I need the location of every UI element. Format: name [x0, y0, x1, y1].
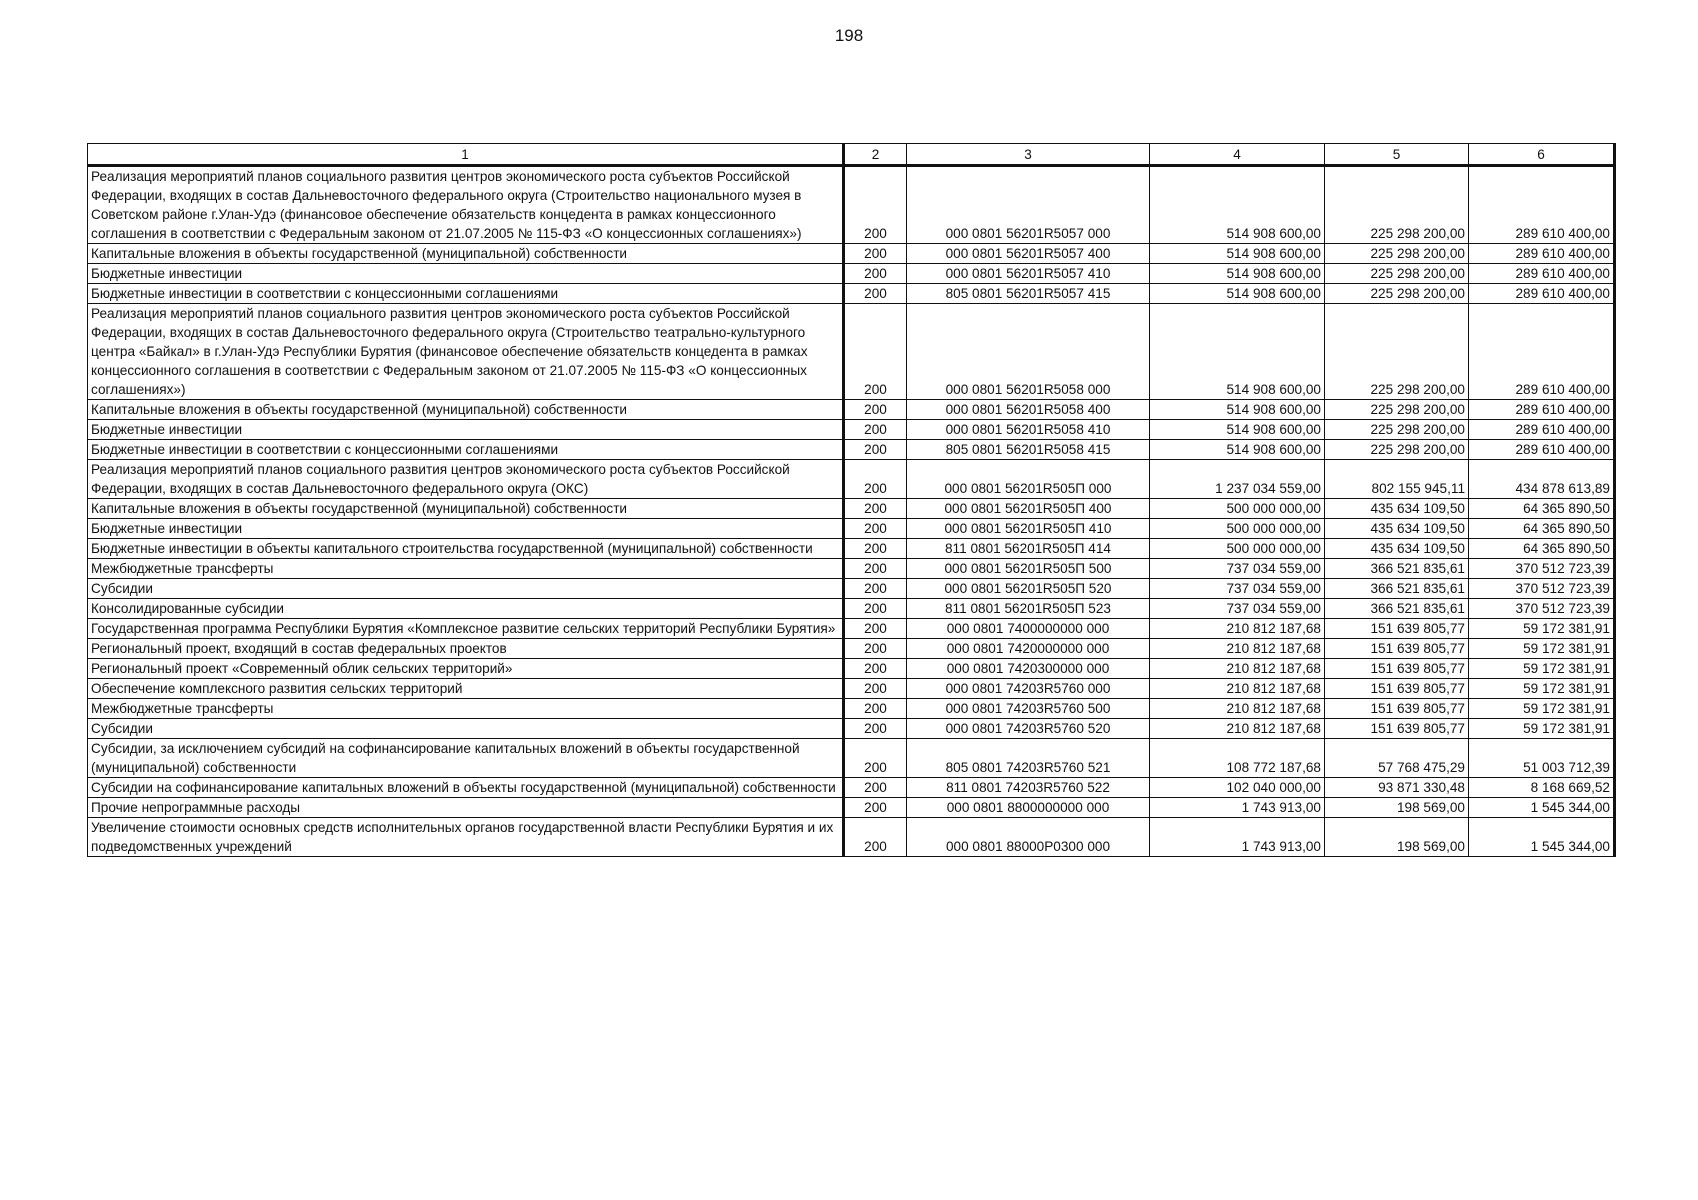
row-col-2: 200: [844, 539, 907, 559]
table-body: [88, 166, 1615, 857]
row-col-2: 200: [844, 244, 907, 264]
row-code: 000 0801 56201R5057 410: [907, 264, 1150, 284]
row-col-2: 200: [844, 639, 907, 659]
row-value-4: 500 000 000,00: [1150, 499, 1325, 519]
row-value-5: 151 639 805,77: [1325, 659, 1469, 679]
row-value-6: 64 365 890,50: [1469, 539, 1615, 559]
row-name: Государственная программа Республики Бурятия «Комплексное развитие сельских территорий Республики Бурятия»: [88, 619, 844, 639]
row-code: 000 0801 56201R505П 410: [907, 519, 1150, 539]
row-name: Реализация мероприятий планов социального развития центров экономического роста субъектов Российской Федерации, входящих в состав Дальневосточного федерального округа (Строительство национального музея в Советском районе г.Улан-Удэ (финансовое обеспечение обязательств концедента в рамках концессионного соглашения в соответствии с Федеральным законом от 21.07.2005 № 115-ФЗ «О концессионных соглашениях»): [88, 166, 844, 244]
row-name: Капитальные вложения в объекты государственной (муниципальной) собственности: [88, 400, 844, 420]
row-value-5: 225 298 200,00: [1325, 440, 1469, 460]
table-row: [88, 420, 1615, 440]
table-row: [88, 499, 1615, 519]
row-name: Консолидированные субсидии: [88, 599, 844, 619]
row-code: 000 0801 7400000000 000: [907, 619, 1150, 639]
row-value-6: 289 610 400,00: [1469, 440, 1615, 460]
row-value-6: 289 610 400,00: [1469, 166, 1615, 244]
page-number: 198: [834, 26, 864, 45]
table-row: [88, 719, 1615, 739]
row-value-4: 210 812 187,68: [1150, 639, 1325, 659]
row-code: 811 0801 74203R5760 522: [907, 778, 1150, 798]
row-value-5: 225 298 200,00: [1325, 264, 1469, 284]
row-name: Обеспечение комплексного развития сельских территорий: [88, 679, 844, 699]
row-col-2: 200: [844, 599, 907, 619]
row-code: 805 0801 74203R5760 521: [907, 739, 1150, 778]
row-value-4: 514 908 600,00: [1150, 166, 1325, 244]
row-value-5: 151 639 805,77: [1325, 679, 1469, 699]
row-name: Реализация мероприятий планов социального развития центров экономического роста субъектов Российской Федерации, входящих в состав Дальневосточного федерального округа (ОКС): [88, 460, 844, 499]
row-value-4: 1 743 913,00: [1150, 798, 1325, 818]
header-col-5: 5: [1325, 144, 1469, 166]
row-value-5: 435 634 109,50: [1325, 519, 1469, 539]
row-value-5: 93 871 330,48: [1325, 778, 1469, 798]
row-col-2: 200: [844, 559, 907, 579]
row-value-5: 225 298 200,00: [1325, 284, 1469, 304]
row-col-2: 200: [844, 659, 907, 679]
row-value-4: 102 040 000,00: [1150, 778, 1325, 798]
table-row: [88, 818, 1615, 857]
row-name: Региональный проект «Современный облик сельских территорий»: [88, 659, 844, 679]
row-value-4: 514 908 600,00: [1150, 244, 1325, 264]
row-value-5: 225 298 200,00: [1325, 244, 1469, 264]
row-col-2: 200: [844, 400, 907, 420]
row-value-5: 435 634 109,50: [1325, 499, 1469, 519]
row-value-5: 366 521 835,61: [1325, 559, 1469, 579]
row-value-5: 151 639 805,77: [1325, 639, 1469, 659]
table-row: [88, 798, 1615, 818]
row-value-5: 151 639 805,77: [1325, 619, 1469, 639]
row-value-4: 1 743 913,00: [1150, 818, 1325, 857]
row-value-5: 435 634 109,50: [1325, 539, 1469, 559]
table-row: [88, 539, 1615, 559]
header-col-4: 4: [1150, 144, 1325, 166]
table-row: [88, 519, 1615, 539]
row-value-6: 289 610 400,00: [1469, 420, 1615, 440]
row-name: Прочие непрограммные расходы: [88, 798, 844, 818]
row-value-4: 514 908 600,00: [1150, 400, 1325, 420]
row-name: Субсидии: [88, 579, 844, 599]
header-col-1: 1: [88, 144, 844, 166]
row-value-6: 1 545 344,00: [1469, 818, 1615, 857]
row-value-6: 1 545 344,00: [1469, 798, 1615, 818]
row-value-4: 500 000 000,00: [1150, 539, 1325, 559]
row-code: 000 0801 56201R5058 410: [907, 420, 1150, 440]
row-col-2: 200: [844, 460, 907, 499]
row-name: Региональный проект, входящий в состав федеральных проектов: [88, 639, 844, 659]
row-code: 811 0801 56201R505П 414: [907, 539, 1150, 559]
row-value-4: 210 812 187,68: [1150, 719, 1325, 739]
row-name: Бюджетные инвестиции: [88, 264, 844, 284]
row-value-6: 59 172 381,91: [1469, 679, 1615, 699]
row-name: Бюджетные инвестиции: [88, 420, 844, 440]
row-value-4: 500 000 000,00: [1150, 519, 1325, 539]
row-col-2: 200: [844, 166, 907, 244]
row-code: 805 0801 56201R5057 415: [907, 284, 1150, 304]
table-row: [88, 400, 1615, 420]
row-name: Бюджетные инвестиции: [88, 519, 844, 539]
row-code: 000 0801 7420300000 000: [907, 659, 1150, 679]
budget-table: [87, 143, 1616, 857]
row-code: 000 0801 7420000000 000: [907, 639, 1150, 659]
row-col-2: 200: [844, 699, 907, 719]
row-code: 000 0801 74203R5760 500: [907, 699, 1150, 719]
table-row: [88, 284, 1615, 304]
table-row: [88, 244, 1615, 264]
row-value-5: 151 639 805,77: [1325, 699, 1469, 719]
row-value-6: 434 878 613,89: [1469, 460, 1615, 499]
row-name: Бюджетные инвестиции в соответствии с концессионными соглашениями: [88, 284, 844, 304]
row-code: 000 0801 56201R505П 400: [907, 499, 1150, 519]
table-row: [88, 739, 1615, 778]
table-row: [88, 166, 1615, 244]
row-code: 000 0801 56201R5058 000: [907, 304, 1150, 400]
row-value-5: 225 298 200,00: [1325, 420, 1469, 440]
row-value-6: 59 172 381,91: [1469, 719, 1615, 739]
row-value-6: 370 512 723,39: [1469, 599, 1615, 619]
row-value-5: 151 639 805,77: [1325, 719, 1469, 739]
row-col-2: 200: [844, 304, 907, 400]
row-code: 000 0801 56201R505П 520: [907, 579, 1150, 599]
row-value-4: 210 812 187,68: [1150, 699, 1325, 719]
row-value-6: 59 172 381,91: [1469, 699, 1615, 719]
row-value-6: 289 610 400,00: [1469, 264, 1615, 284]
row-name: Бюджетные инвестиции в соответствии с концессионными соглашениями: [88, 440, 844, 460]
row-value-4: 514 908 600,00: [1150, 420, 1325, 440]
row-value-5: 225 298 200,00: [1325, 166, 1469, 244]
row-value-4: 1 237 034 559,00: [1150, 460, 1325, 499]
row-name: Межбюджетные трансферты: [88, 559, 844, 579]
row-value-5: 225 298 200,00: [1325, 400, 1469, 420]
row-name: Субсидии на софинансирование капитальных вложений в объекты государственной (муниципальной) собственности: [88, 778, 844, 798]
row-value-6: 289 610 400,00: [1469, 284, 1615, 304]
row-name: Межбюджетные трансферты: [88, 699, 844, 719]
table-row: [88, 699, 1615, 719]
table-row: [88, 778, 1615, 798]
header-col-3: 3: [907, 144, 1150, 166]
row-col-2: 200: [844, 440, 907, 460]
row-value-4: 737 034 559,00: [1150, 559, 1325, 579]
row-value-6: 59 172 381,91: [1469, 619, 1615, 639]
table-row: [88, 639, 1615, 659]
row-code: 000 0801 74203R5760 000: [907, 679, 1150, 699]
row-col-2: 200: [844, 420, 907, 440]
row-value-4: 737 034 559,00: [1150, 579, 1325, 599]
row-value-4: 514 908 600,00: [1150, 264, 1325, 284]
row-col-2: 200: [844, 778, 907, 798]
table-row: [88, 659, 1615, 679]
row-value-5: 198 569,00: [1325, 798, 1469, 818]
row-value-5: 802 155 945,11: [1325, 460, 1469, 499]
row-value-5: 366 521 835,61: [1325, 579, 1469, 599]
table-row: [88, 440, 1615, 460]
table-row: [88, 264, 1615, 284]
row-value-4: 210 812 187,68: [1150, 659, 1325, 679]
row-name: Увеличение стоимости основных средств исполнительных органов государственной власти Республики Бурятия и их подведомственных учреждений: [88, 818, 844, 857]
row-value-6: 59 172 381,91: [1469, 639, 1615, 659]
row-col-2: 200: [844, 579, 907, 599]
table-row: [88, 619, 1615, 639]
row-value-4: 108 772 187,68: [1150, 739, 1325, 778]
row-col-2: 200: [844, 264, 907, 284]
table-row: [88, 559, 1615, 579]
row-code: 805 0801 56201R5058 415: [907, 440, 1150, 460]
row-code: 000 0801 8800000000 000: [907, 798, 1150, 818]
row-col-2: 200: [844, 499, 907, 519]
row-code: 000 0801 56201R5057 000: [907, 166, 1150, 244]
row-value-6: 289 610 400,00: [1469, 304, 1615, 400]
row-code: 811 0801 56201R505П 523: [907, 599, 1150, 619]
row-value-4: 514 908 600,00: [1150, 284, 1325, 304]
row-col-2: 200: [844, 619, 907, 639]
row-value-5: 366 521 835,61: [1325, 599, 1469, 619]
row-value-6: 8 168 669,52: [1469, 778, 1615, 798]
row-value-5: 198 569,00: [1325, 818, 1469, 857]
row-code: 000 0801 56201R505П 000: [907, 460, 1150, 499]
row-col-2: 200: [844, 719, 907, 739]
row-code: 000 0801 56201R505П 500: [907, 559, 1150, 579]
row-name: Субсидии: [88, 719, 844, 739]
table-row: [88, 460, 1615, 499]
table-row: [88, 579, 1615, 599]
header-row: [88, 144, 1615, 166]
row-col-2: 200: [844, 519, 907, 539]
row-name: Реализация мероприятий планов социального развития центров экономического роста субъектов Российской Федерации, входящих в состав Дальневосточного федерального округа (Строительство театрально-культурного центра «Байкал» в г.Улан-Удэ Республики Бурятия (финансовое обеспечение обязательств концедента в рамках концессионного соглашения в соответствии с Федеральным законом от 21.07.2005 № 115-ФЗ «О концессионных соглашениях»): [88, 304, 844, 400]
row-name: Субсидии, за исключением субсидий на софинансирование капитальных вложений в объекты государственной (муниципальной) собственности: [88, 739, 844, 778]
row-value-6: 289 610 400,00: [1469, 244, 1615, 264]
row-col-2: 200: [844, 284, 907, 304]
row-value-6: 64 365 890,50: [1469, 519, 1615, 539]
row-value-5: 225 298 200,00: [1325, 304, 1469, 400]
row-value-6: 64 365 890,50: [1469, 499, 1615, 519]
table-row: [88, 679, 1615, 699]
row-value-6: 370 512 723,39: [1469, 559, 1615, 579]
row-col-2: 200: [844, 798, 907, 818]
row-col-2: 200: [844, 679, 907, 699]
row-col-2: 200: [844, 739, 907, 778]
row-name: Бюджетные инвестиции в объекты капитального строительства государственной (муниципальной) собственности: [88, 539, 844, 559]
header-col-6: 6: [1469, 144, 1615, 166]
table-row: [88, 599, 1615, 619]
row-value-4: 514 908 600,00: [1150, 440, 1325, 460]
row-value-4: 514 908 600,00: [1150, 304, 1325, 400]
row-name: Капитальные вложения в объекты государственной (муниципальной) собственности: [88, 244, 844, 264]
row-value-6: 289 610 400,00: [1469, 400, 1615, 420]
row-name: Капитальные вложения в объекты государственной (муниципальной) собственности: [88, 499, 844, 519]
row-code: 000 0801 88000P0300 000: [907, 818, 1150, 857]
table-row: [88, 304, 1615, 400]
row-col-2: 200: [844, 818, 907, 857]
row-code: 000 0801 74203R5760 520: [907, 719, 1150, 739]
row-code: 000 0801 56201R5057 400: [907, 244, 1150, 264]
row-value-6: 51 003 712,39: [1469, 739, 1615, 778]
row-code: 000 0801 56201R5058 400: [907, 400, 1150, 420]
row-value-4: 210 812 187,68: [1150, 679, 1325, 699]
row-value-6: 370 512 723,39: [1469, 579, 1615, 599]
row-value-4: 737 034 559,00: [1150, 599, 1325, 619]
row-value-5: 57 768 475,29: [1325, 739, 1469, 778]
header-col-2: 2: [844, 144, 907, 166]
row-value-6: 59 172 381,91: [1469, 659, 1615, 679]
row-value-4: 210 812 187,68: [1150, 619, 1325, 639]
